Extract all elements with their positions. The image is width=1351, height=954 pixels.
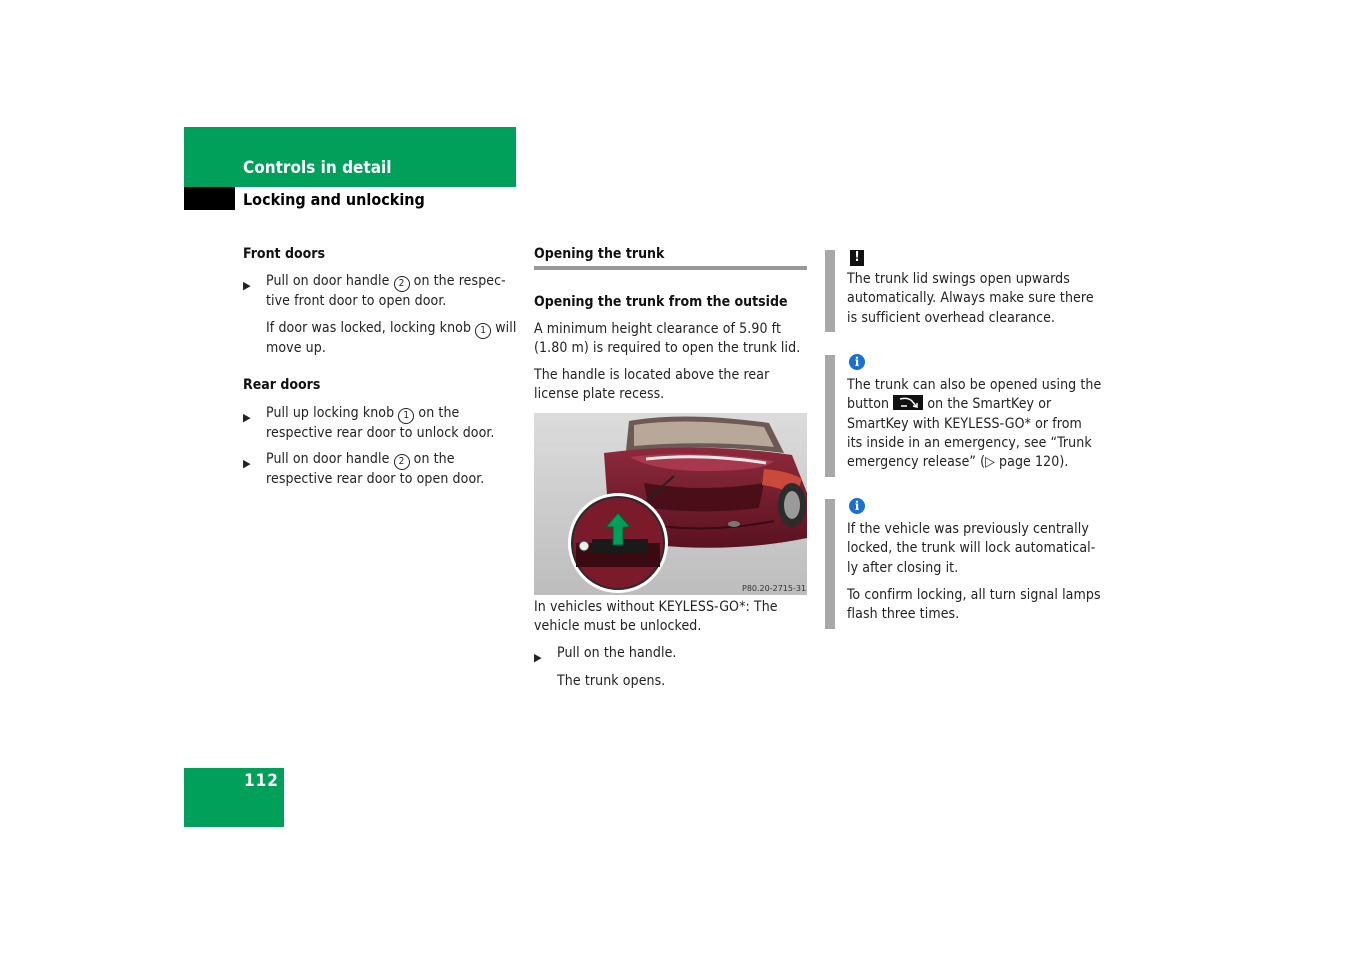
- rear-step-2: Pull on door handle 2 on the respective rear door to open door.: [266, 451, 485, 487]
- handle-location-paragraph: The handle is located above the rear license plate recess.: [534, 367, 770, 403]
- front-doors-heading: Front doors: [243, 246, 325, 262]
- heading-rule: [534, 266, 807, 270]
- info-auto-lock: If the vehicle was previously centrally locked, the trunk will lock automatical- ly after closing it.: [847, 521, 1096, 576]
- trunk-key-button-icon: [893, 395, 923, 410]
- front-note: If door was locked, locking knob 1 will move up.: [266, 320, 517, 356]
- trunk-opens-result: The trunk opens.: [557, 673, 666, 689]
- trunk-section-heading: Opening the trunk: [534, 246, 665, 262]
- clearance-paragraph: A minimum height clearance of 5.90 ft (1.80 m) is required to open the trunk lid.: [534, 321, 801, 357]
- keyless-note: In vehicles without KEYLESS-GO*: The vehicle must be unlocked.: [534, 599, 778, 635]
- callout-2-icon: 2: [394, 276, 410, 292]
- bullet-icon: ▶: [243, 457, 251, 470]
- bullet-icon: ▶: [243, 411, 251, 424]
- info-remote-trunk: The trunk can also be opened using the button on the SmartKey or SmartKey with KEYLESS-GO* or from its inside in an emergency, see “Trunk emergency release” (▷ page 120).: [847, 377, 1102, 471]
- bullet-icon: ▶: [534, 651, 542, 664]
- pull-handle-step: Pull on the handle.: [557, 645, 677, 661]
- callout-1-icon: 1: [475, 323, 491, 339]
- header-marker: [184, 187, 235, 210]
- warning-sidebar: [825, 250, 835, 332]
- trunk-illustration: [534, 413, 807, 595]
- info-icon: i: [849, 354, 865, 370]
- bullet-icon: ▶: [243, 279, 251, 292]
- trunk-outside-heading: Opening the trunk from the outside: [534, 294, 788, 310]
- rear-step-1: Pull up locking knob 1 on the respective rear door to unlock door.: [266, 405, 495, 441]
- warning-icon: !: [850, 250, 864, 266]
- info-sidebar: [825, 499, 835, 629]
- front-step: Pull on door handle 2 on the respec- tive front door to open door.: [266, 273, 506, 309]
- header-bar: [184, 127, 516, 187]
- section-title: Controls in detail: [243, 158, 392, 178]
- subsection-title: Locking and unlocking: [243, 190, 425, 209]
- rear-doors-heading: Rear doors: [243, 377, 321, 393]
- callout-2-icon: 2: [394, 454, 410, 470]
- callout-1-icon: 1: [398, 408, 414, 424]
- info-sidebar: [825, 355, 835, 477]
- info-icon: i: [849, 498, 865, 514]
- warning-text: The trunk lid swings open upwards automatically. Always make sure there is sufficient overhead clearance.: [847, 271, 1094, 326]
- car-rear-illustration: [534, 413, 807, 595]
- image-code: P80.20-2715-31: [742, 584, 807, 593]
- info-turn-signals: To confirm locking, all turn signal lamps flash three times.: [847, 587, 1101, 623]
- page-number: 112: [244, 771, 279, 791]
